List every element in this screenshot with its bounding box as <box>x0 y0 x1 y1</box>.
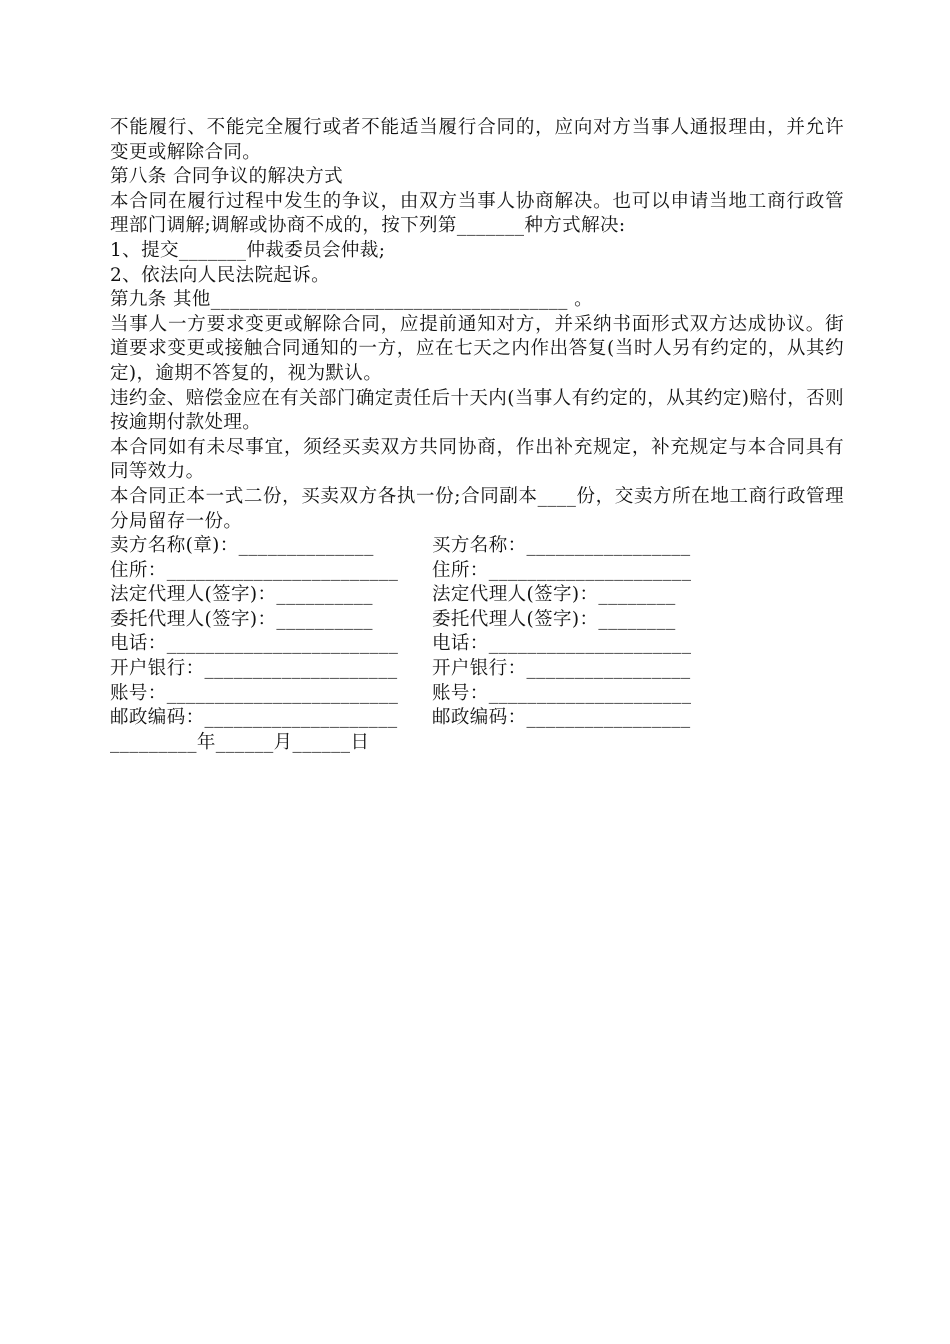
signature-row-address <box>110 559 844 584</box>
buyer-agent-field: 委托代理人(签字)：________ <box>432 608 676 630</box>
article-8-heading: 第八条 合同争议的解决方式 <box>110 166 344 188</box>
paragraph-notify-reason: 不能履行、不能完全履行或者不能适当履行合同的，应向对方当事人通报理由，并允许变更或解除合同。 <box>110 117 844 163</box>
buyer-bank-field: 开户银行：_________________ <box>432 658 691 680</box>
paragraph-supplement: 本合同如有未尽事宜，须经买卖双方共同协商，作出补充规定，补充规定与本合同具有同等效力。 <box>110 436 844 483</box>
seller-address-field: 住所：________________________ <box>110 559 399 581</box>
signature-row-bank <box>110 657 844 682</box>
seller-name-field: 卖方名称(章)：______________ <box>110 535 374 557</box>
paragraph-penalty: 违约金、赔偿金应在有关部门确定责任后十天内(当事人有约定的，从其约定)赔付，否则按逾期付款处理。 <box>110 387 844 434</box>
paragraph-change-contract: 当事人一方要求变更或解除合同，应提前通知对方，并采纳书面形式双方达成协议。街道要求变更或接触合同通知的一方，应在七天之内作出答复(当时人另有约定的，从其约定)，逾期不答复的，视为默认。 <box>110 313 844 384</box>
signature-row-legal-rep <box>110 583 844 608</box>
buyer-name-field: 买方名称：_________________ <box>432 535 691 557</box>
seller-bank-field: 开户银行：____________________ <box>110 658 398 680</box>
buyer-account-field: 账号：_____________________ <box>432 682 692 704</box>
signature-row-postcode <box>110 706 844 731</box>
seller-agent-field: 委托代理人(签字)：__________ <box>110 608 373 630</box>
buyer-phone-field: 电话：_____________________ <box>432 633 692 655</box>
signature-block <box>110 534 844 731</box>
option-court: 2、依法向人民法院起诉。 <box>110 264 331 286</box>
article-9-heading: 第九条 其他_____________________________________ 。 <box>110 289 594 311</box>
paragraph-dispute-resolution: 本合同在履行过程中发生的争议，由双方当事人协商解决。也可以申请当地工商行政管理部门调解;调解或协商不成的，按下列第_______种方式解决: <box>110 190 844 237</box>
signature-row-account <box>110 682 844 707</box>
seller-account-field: 账号：________________________ <box>110 682 399 704</box>
signature-row-phone <box>110 632 844 657</box>
date-line: _________年______月______日 <box>110 731 370 753</box>
seller-phone-field: 电话：________________________ <box>110 633 399 655</box>
buyer-legal-rep-field: 法定代理人(签字)：________ <box>432 584 676 606</box>
buyer-postcode-field: 邮政编码：_________________ <box>432 707 691 729</box>
option-arbitration: 1、提交_______仲裁委员会仲裁; <box>110 239 386 261</box>
signature-row-agent <box>110 608 844 633</box>
seller-legal-rep-field: 法定代理人(签字)：__________ <box>110 584 373 606</box>
buyer-address-field: 住所：_____________________ <box>432 559 692 581</box>
paragraph-copies: 本合同正本一式二份，买卖双方各执一份;合同副本____份，交卖方所在地工商行政管理分局留存一份。 <box>110 485 844 532</box>
seller-postcode-field: 邮政编码：____________________ <box>110 707 398 729</box>
contract-body <box>110 116 844 755</box>
signature-row-name <box>110 534 844 559</box>
